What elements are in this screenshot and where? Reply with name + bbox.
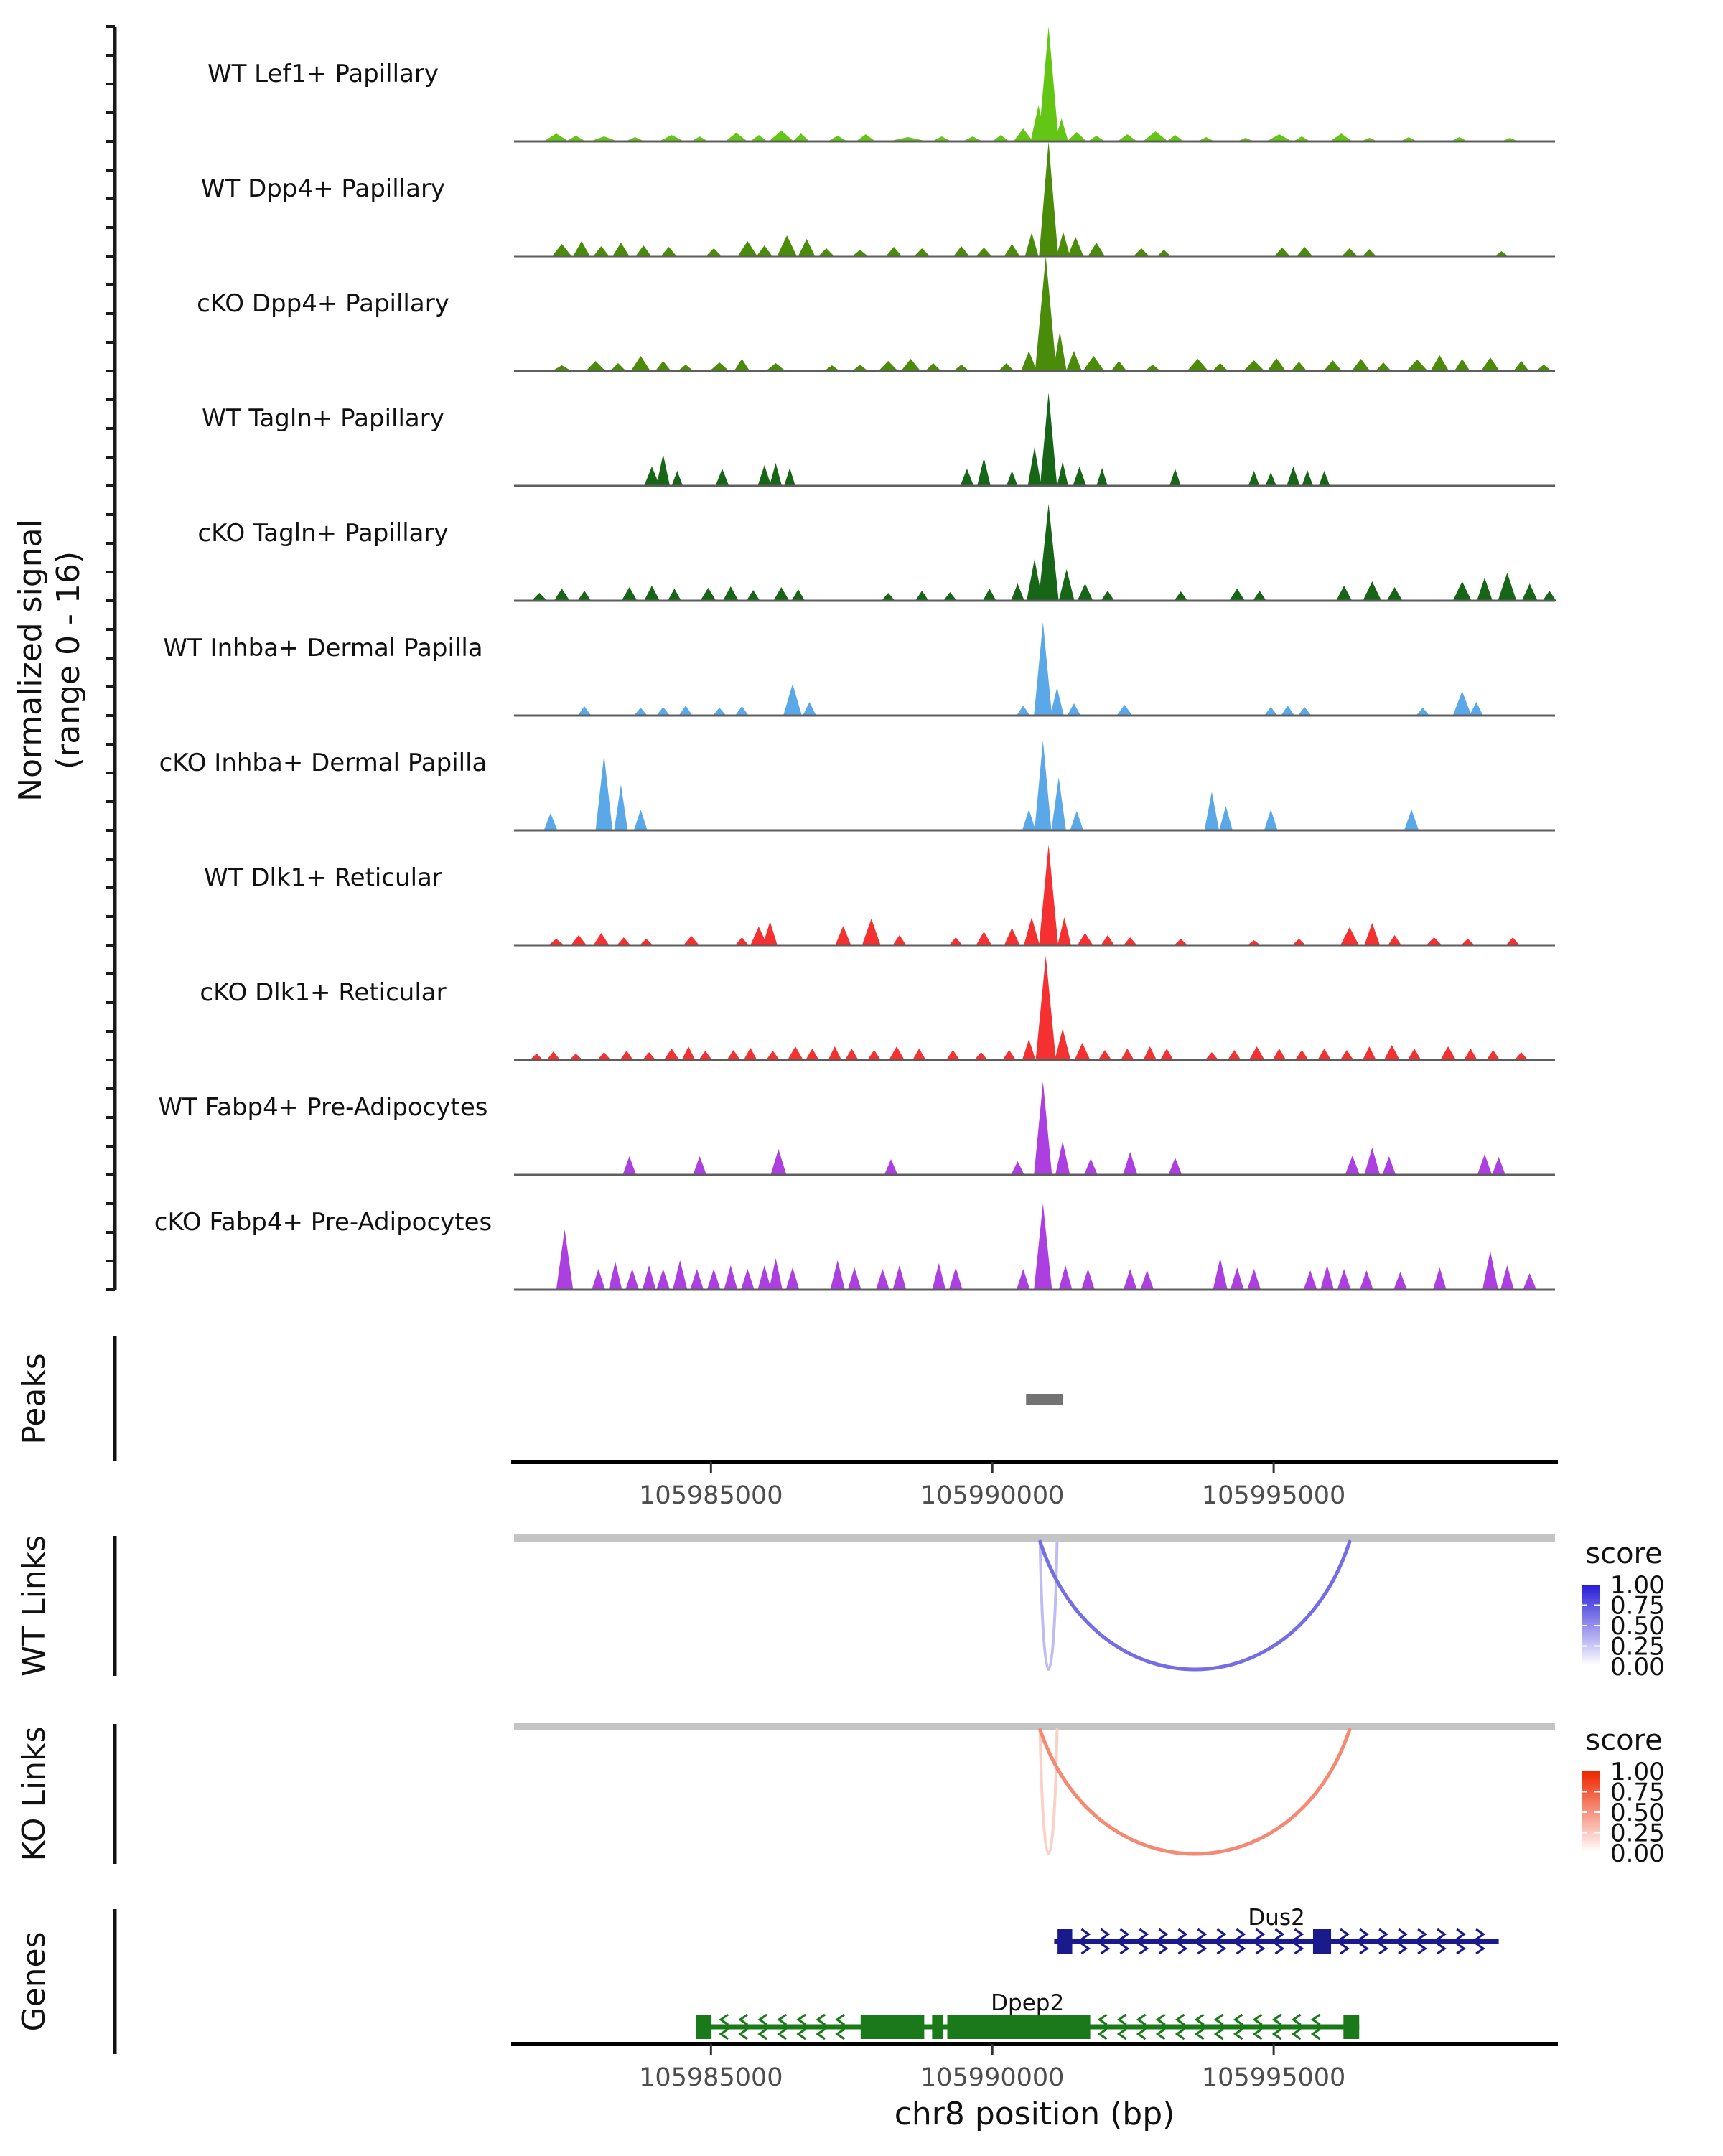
track-label: cKO Dlk1+ Reticular [200, 978, 447, 1007]
signal-track-wt-tagln-papillary [202, 393, 1555, 486]
coverage-area [556, 1204, 1536, 1290]
coverage-area [552, 256, 1551, 371]
legend-tick-label: 0.50 [1610, 1612, 1665, 1641]
track-label: cKO Dpp4+ Papillary [197, 289, 449, 318]
coverage-area [544, 741, 1419, 830]
track-label: WT Lef1+ Papillary [207, 60, 439, 88]
track-label: WT Tagln+ Papillary [202, 404, 444, 433]
track-label: cKO Inhba+ Dermal Papilla [159, 749, 487, 777]
axis-tick-label: 105985000 [639, 2063, 783, 2092]
wt-link-arc [1040, 1542, 1350, 1669]
exon-box [696, 2015, 711, 2039]
track-label: WT Dpp4+ Papillary [200, 174, 446, 203]
ko-score-legend [1582, 1724, 1665, 1868]
signal-y-axis [106, 27, 115, 1290]
ko-links-section-label: KO Links [16, 1726, 52, 1862]
axis-tick-label: 105995000 [1201, 2063, 1346, 2092]
signal-track-cko-fabp4-pre-adipocytes [154, 1204, 1555, 1290]
legend-title: score [1585, 1724, 1663, 1757]
coverage-area [543, 27, 1518, 141]
region-bar [514, 1534, 1555, 1542]
exon-box [948, 2015, 1091, 2039]
peaks-section-label: Peaks [16, 1353, 52, 1445]
coverage-area [578, 622, 1483, 716]
legend-title: score [1585, 1537, 1663, 1570]
coverage-area [548, 845, 1520, 945]
signal-track-cko-dpp4-papillary [197, 256, 1555, 371]
exon-box [1343, 2015, 1359, 2039]
x-axis-title: chr8 position (bp) [894, 2096, 1175, 2132]
legend-tick-label: 0.75 [1610, 1591, 1665, 1621]
signal-track-wt-inhba-dermal-papilla [163, 622, 1555, 716]
exon-box [1057, 1929, 1072, 1954]
coverage-area [644, 393, 1330, 486]
track-label: WT Inhba+ Dermal Papilla [163, 634, 483, 662]
wt-links-section-label: WT Links [16, 1534, 52, 1677]
track-label: cKO Fabp4+ Pre-Adipocytes [154, 1208, 492, 1237]
legend-tick-label: 0.75 [1610, 1778, 1665, 1807]
bottom-genome-axis [511, 2044, 1558, 2132]
gene-dpep2 [696, 1990, 1359, 2039]
peaks-track [16, 1336, 1063, 1461]
coverage-area [622, 1082, 1505, 1175]
signal-track-wt-lef1-papillary [207, 27, 1555, 141]
signal-track-cko-inhba-dermal-papilla [159, 741, 1555, 830]
gene-name-label: Dpep2 [991, 1990, 1065, 2016]
legend-tick-label: 1.00 [1610, 1758, 1665, 1786]
gene-name-label: Dus2 [1248, 1905, 1305, 1931]
wt-score-legend [1582, 1537, 1665, 1682]
legend-tick-label: 0.25 [1610, 1632, 1665, 1661]
signal-track-wt-fabp4-pre-adipocytes [159, 1082, 1555, 1175]
track-label: WT Dlk1+ Reticular [204, 863, 442, 892]
y-axis-title-line2: (range 0 - 16) [50, 550, 87, 770]
genes-section-label: Genes [16, 1931, 52, 2032]
coverage-area [552, 141, 1508, 256]
track-label: cKO Tagln+ Papillary [197, 519, 449, 548]
exon-box [932, 2015, 943, 2039]
axis-tick-label: 105990000 [920, 1481, 1065, 1510]
signal-track-cko-dlk1-reticular [200, 956, 1555, 1060]
ko-links-track [16, 1723, 1555, 1864]
axis-tick-label: 105995000 [1201, 1481, 1346, 1510]
legend-tick-label: 0.50 [1610, 1799, 1665, 1827]
coverage-area [530, 956, 1528, 1060]
signal-track-wt-dpp4-papillary [201, 141, 1555, 256]
genes-track [16, 1905, 1499, 2054]
middle-genome-axis [511, 1462, 1558, 1510]
track-label: WT Fabp4+ Pre-Adipocytes [158, 1093, 488, 1122]
signal-track-wt-dlk1-reticular [204, 845, 1555, 945]
axis-tick-label: 105985000 [639, 1481, 783, 1510]
gene-dus2 [1054, 1905, 1498, 1954]
legend-tick-label: 0.00 [1610, 1653, 1665, 1682]
legend-tick-label: 1.00 [1610, 1571, 1665, 1600]
peak-region-box [1026, 1394, 1063, 1405]
exon-box [1313, 1929, 1331, 1954]
signal-track-cko-tagln-papillary [197, 504, 1556, 601]
y-axis-title-line1: Normalized signal [12, 519, 49, 802]
exon-box [861, 2015, 925, 2039]
coverage-area [531, 504, 1556, 601]
legend-tick-label: 0.00 [1610, 1839, 1665, 1868]
legend-tick-label: 0.25 [1610, 1819, 1665, 1848]
axis-tick-label: 105990000 [920, 2063, 1065, 2092]
wt-links-track [16, 1534, 1555, 1677]
region-bar [514, 1723, 1555, 1730]
ko-link-arc [1040, 1730, 1350, 1854]
